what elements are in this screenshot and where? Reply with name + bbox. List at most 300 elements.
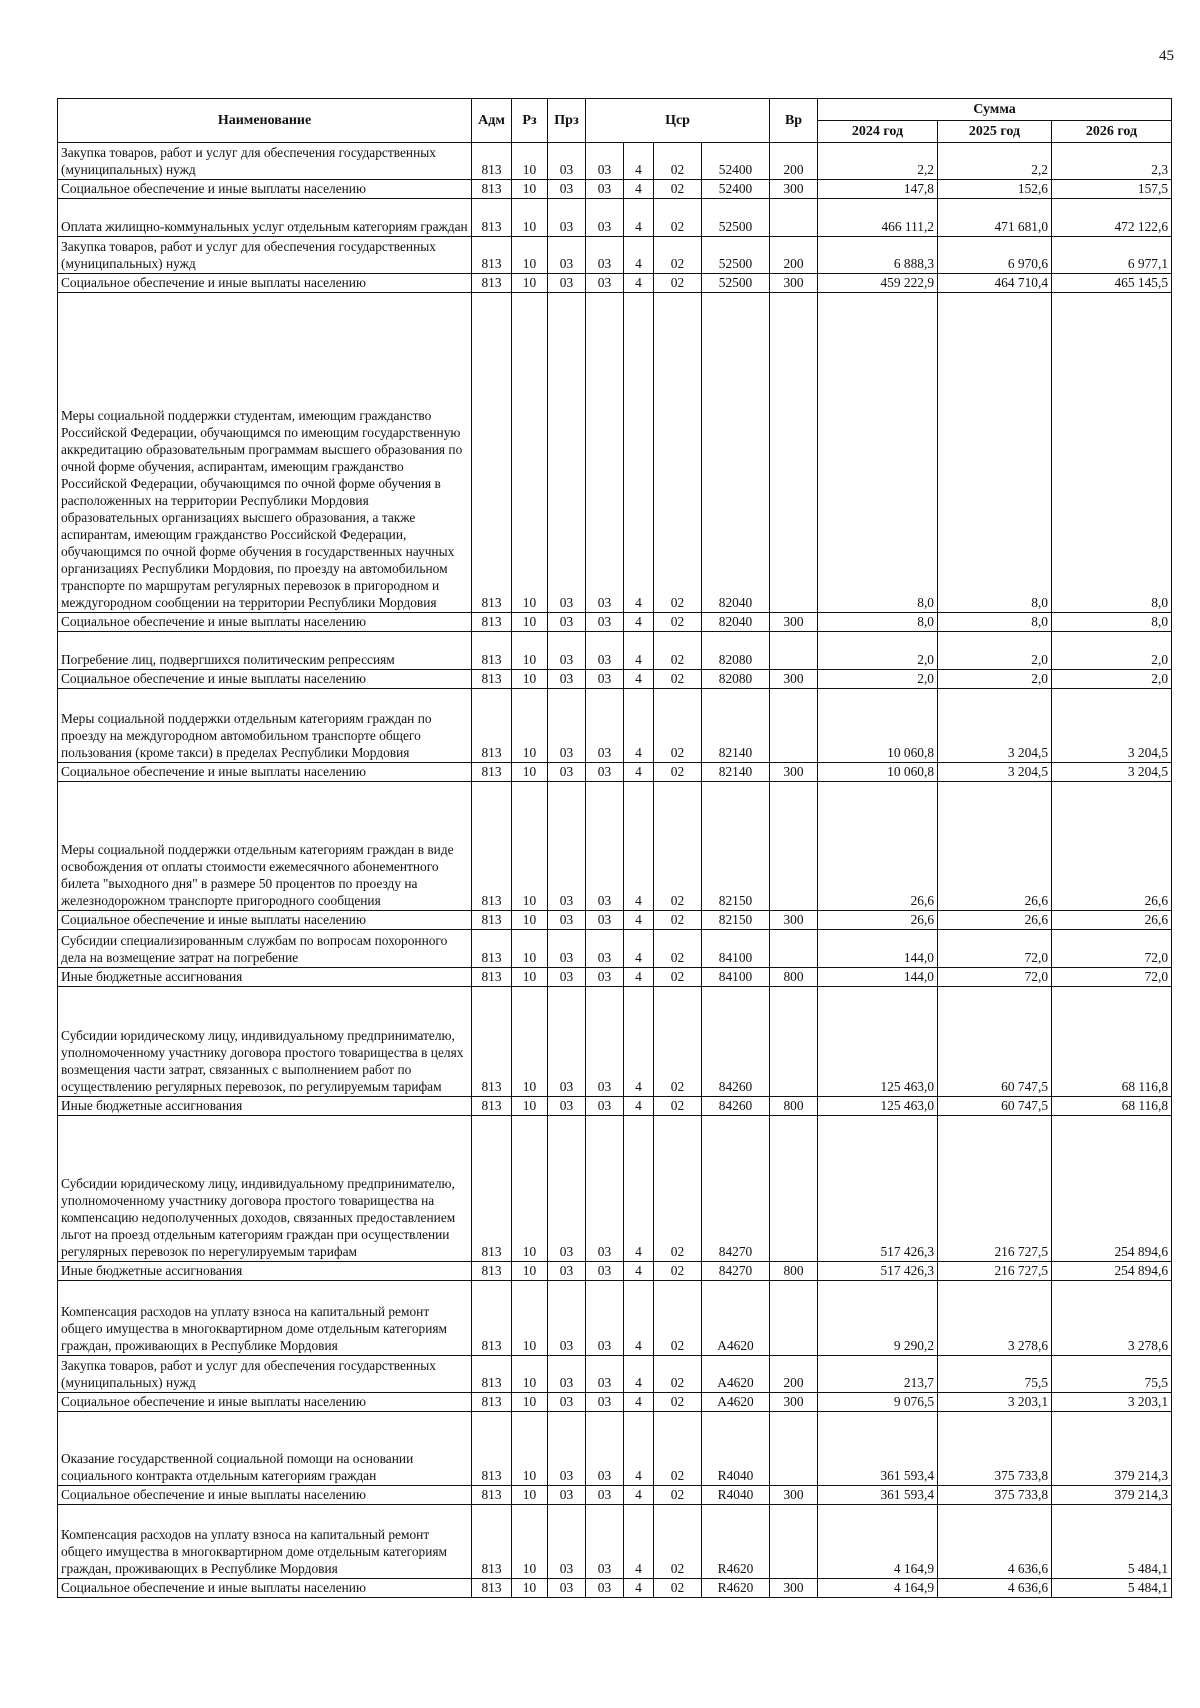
row-vr: 200: [770, 1356, 818, 1393]
row-prz: 03: [548, 143, 586, 180]
row-sum-2026: 379 214,3: [1052, 1486, 1172, 1505]
row-csr-part1: 03: [586, 143, 624, 180]
row-csr-part2: 4: [624, 143, 654, 180]
row-sum-2025: 2,0: [938, 632, 1052, 670]
row-csr-part4: 82140: [702, 763, 770, 782]
row-rz: 10: [512, 180, 548, 199]
row-csr-part4: 84100: [702, 968, 770, 987]
budget-table: [57, 98, 1172, 1598]
row-csr-part1: 03: [586, 1097, 624, 1116]
row-csr-part4: 52400: [702, 180, 770, 199]
row-prz: 03: [548, 632, 586, 670]
col-csr-header: Цср: [586, 99, 770, 143]
row-sum-2026: 72,0: [1052, 930, 1172, 968]
row-sum-2026: 472 122,6: [1052, 199, 1172, 237]
row-rz: 10: [512, 1116, 548, 1262]
row-adm: 813: [472, 1356, 512, 1393]
row-csr-part4: 52500: [702, 274, 770, 293]
row-csr-part1: 03: [586, 1281, 624, 1356]
row-prz: 03: [548, 968, 586, 987]
row-csr-part1: 03: [586, 632, 624, 670]
row-csr-part3: 02: [654, 968, 702, 987]
row-vr: [770, 632, 818, 670]
row-csr-part2: 4: [624, 632, 654, 670]
row-prz: 03: [548, 911, 586, 930]
row-name: Погребение лиц, подвергшихся политическим репрессиям: [58, 632, 472, 670]
row-adm: 813: [472, 1116, 512, 1262]
row-sum-2024: 125 463,0: [818, 987, 938, 1097]
row-adm: 813: [472, 987, 512, 1097]
row-csr-part2: 4: [624, 1281, 654, 1356]
row-csr-part1: 03: [586, 1262, 624, 1281]
col-2024-header: 2024 год: [818, 121, 938, 143]
row-csr-part1: 03: [586, 199, 624, 237]
row-adm: 813: [472, 613, 512, 632]
row-sum-2026: 5 484,1: [1052, 1579, 1172, 1598]
row-rz: 10: [512, 968, 548, 987]
row-adm: 813: [472, 1486, 512, 1505]
table-row: [58, 1579, 1172, 1598]
row-sum-2024: 144,0: [818, 968, 938, 987]
row-sum-2025: 375 733,8: [938, 1412, 1052, 1486]
row-rz: 10: [512, 1393, 548, 1412]
row-sum-2025: 72,0: [938, 930, 1052, 968]
row-name: Субсидии юридическому лицу, индивидуальному предпринимателю, уполномоченному участнику договора простого товарищества на компенсацию недополученных доходов, связанных предоставлением льгот на проезд отдельным категориям граждан при осуществлении регулярных перевозок по нерегулируемым тарифам: [58, 1116, 472, 1262]
row-name: Оплата жилищно-коммунальных услуг отдельным категориям граждан: [58, 199, 472, 237]
row-sum-2026: 68 116,8: [1052, 987, 1172, 1097]
row-name: Иные бюджетные ассигнования: [58, 1262, 472, 1281]
row-sum-2025: 3 278,6: [938, 1281, 1052, 1356]
row-csr-part1: 03: [586, 968, 624, 987]
row-name: Социальное обеспечение и иные выплаты населению: [58, 1579, 472, 1598]
row-rz: 10: [512, 1486, 548, 1505]
table-row: [58, 930, 1172, 968]
row-csr-part4: 82150: [702, 911, 770, 930]
row-sum-2024: 2,0: [818, 670, 938, 689]
row-csr-part2: 4: [624, 1412, 654, 1486]
row-csr-part2: 4: [624, 199, 654, 237]
row-csr-part4: 84260: [702, 1097, 770, 1116]
row-csr-part2: 4: [624, 689, 654, 763]
row-csr-part3: 02: [654, 613, 702, 632]
row-rz: 10: [512, 632, 548, 670]
row-sum-2026: 8,0: [1052, 613, 1172, 632]
row-adm: 813: [472, 1097, 512, 1116]
row-csr-part4: 84100: [702, 930, 770, 968]
row-sum-2025: 3 204,5: [938, 763, 1052, 782]
row-sum-2024: 459 222,9: [818, 274, 938, 293]
row-adm: 813: [472, 1281, 512, 1356]
row-csr-part2: 4: [624, 1262, 654, 1281]
row-name: Закупка товаров, работ и услуг для обеспечения государственных (муниципальных) нужд: [58, 1356, 472, 1393]
row-sum-2026: 8,0: [1052, 293, 1172, 613]
row-csr-part2: 4: [624, 293, 654, 613]
row-sum-2024: 10 060,8: [818, 763, 938, 782]
row-adm: 813: [472, 632, 512, 670]
row-csr-part2: 4: [624, 1579, 654, 1598]
row-name: Социальное обеспечение и иные выплаты населению: [58, 911, 472, 930]
row-csr-part1: 03: [586, 763, 624, 782]
row-name: Субсидии специализированным службам по вопросам похоронного дела на возмещение затрат на погребение: [58, 930, 472, 968]
row-csr-part1: 03: [586, 1393, 624, 1412]
table-row: [58, 987, 1172, 1097]
row-prz: 03: [548, 782, 586, 911]
row-name: Компенсация расходов на уплату взноса на капитальный ремонт общего имущества в многоквартирном доме отдельным категориям граждан, проживающих в Республике Мордовия: [58, 1505, 472, 1579]
row-vr: [770, 1116, 818, 1262]
row-adm: 813: [472, 1505, 512, 1579]
row-csr-part2: 4: [624, 1486, 654, 1505]
table-row: [58, 293, 1172, 613]
row-csr-part4: 82140: [702, 689, 770, 763]
table-row: [58, 763, 1172, 782]
row-sum-2025: 4 636,6: [938, 1505, 1052, 1579]
col-2025-header: 2025 год: [938, 121, 1052, 143]
table-row: [58, 274, 1172, 293]
row-csr-part4: 52500: [702, 199, 770, 237]
row-adm: 813: [472, 911, 512, 930]
row-name: Социальное обеспечение и иные выплаты населению: [58, 763, 472, 782]
row-rz: 10: [512, 199, 548, 237]
row-adm: 813: [472, 782, 512, 911]
row-prz: 03: [548, 1356, 586, 1393]
row-sum-2025: 375 733,8: [938, 1486, 1052, 1505]
row-prz: 03: [548, 763, 586, 782]
row-vr: [770, 199, 818, 237]
row-sum-2025: 72,0: [938, 968, 1052, 987]
row-csr-part3: 02: [654, 1262, 702, 1281]
row-sum-2026: 75,5: [1052, 1356, 1172, 1393]
row-sum-2026: 254 894,6: [1052, 1116, 1172, 1262]
row-sum-2026: 3 278,6: [1052, 1281, 1172, 1356]
row-name: Меры социальной поддержки отдельным категориям граждан по проезду на междугородном автомобильном транспорте общего пользования (кроме такси) в пределах Республики Мордовия: [58, 689, 472, 763]
row-rz: 10: [512, 689, 548, 763]
row-adm: 813: [472, 1262, 512, 1281]
row-rz: 10: [512, 782, 548, 911]
row-rz: 10: [512, 1412, 548, 1486]
row-rz: 10: [512, 237, 548, 274]
row-name: Субсидии юридическому лицу, индивидуальному предпринимателю, уполномоченному участнику договора простого товарищества в целях возмещения части затрат, связанных с выполнением работ по осуществлению регулярных перевозок, по регулируемым тарифам: [58, 987, 472, 1097]
row-name: Оказание государственной социальной помощи на основании социального контракта отдельным категориям граждан: [58, 1412, 472, 1486]
row-csr-part4: 84270: [702, 1116, 770, 1262]
row-csr-part2: 4: [624, 1097, 654, 1116]
row-csr-part3: 02: [654, 1486, 702, 1505]
row-csr-part3: 02: [654, 1116, 702, 1262]
row-prz: 03: [548, 1281, 586, 1356]
row-sum-2026: 3 204,5: [1052, 763, 1172, 782]
row-prz: 03: [548, 987, 586, 1097]
row-name: Социальное обеспечение и иные выплаты населению: [58, 613, 472, 632]
row-adm: 813: [472, 689, 512, 763]
row-csr-part3: 02: [654, 143, 702, 180]
row-csr-part2: 4: [624, 911, 654, 930]
row-vr: 300: [770, 670, 818, 689]
table-row: [58, 689, 1172, 763]
row-csr-part2: 4: [624, 1505, 654, 1579]
row-sum-2025: 60 747,5: [938, 1097, 1052, 1116]
row-prz: 03: [548, 689, 586, 763]
row-rz: 10: [512, 274, 548, 293]
row-vr: 300: [770, 274, 818, 293]
row-adm: 813: [472, 237, 512, 274]
row-csr-part3: 02: [654, 180, 702, 199]
row-sum-2026: 3 204,5: [1052, 689, 1172, 763]
row-rz: 10: [512, 1281, 548, 1356]
row-name: Иные бюджетные ассигнования: [58, 968, 472, 987]
row-rz: 10: [512, 613, 548, 632]
row-sum-2024: 517 426,3: [818, 1262, 938, 1281]
table-row: [58, 782, 1172, 911]
row-sum-2024: 2,2: [818, 143, 938, 180]
row-sum-2026: 68 116,8: [1052, 1097, 1172, 1116]
row-sum-2025: 8,0: [938, 613, 1052, 632]
row-vr: 800: [770, 1262, 818, 1281]
row-sum-2024: 4 164,9: [818, 1579, 938, 1598]
col-2026-header: 2026 год: [1052, 121, 1172, 143]
row-csr-part3: 02: [654, 763, 702, 782]
row-name: Меры социальной поддержки студентам, имеющим гражданство Российской Федерации, обучающимся по имеющим государственную аккредитацию образовательным программам высшего образования по очной форме обучения, аспирантам, имеющим гражданство Российской Федерации, обучающимся по очной форме обучения в расположенных на территории Республики Мордовия образовательных организациях высшего образования, а также аспирантам, имеющим гражданство Российской Федерации, обучающимся по очной форме обучения в государственных научных организациях Республики Мордовия, по проезду на автомобильном транспорте по маршрутам регулярных перевозок в пригородном и междугородном сообщении на территории Республики Мордовия: [58, 293, 472, 613]
row-name: Закупка товаров, работ и услуг для обеспечения государственных (муниципальных) нужд: [58, 237, 472, 274]
row-adm: 813: [472, 1412, 512, 1486]
row-prz: 03: [548, 1486, 586, 1505]
row-csr-part3: 02: [654, 782, 702, 911]
row-sum-2025: 216 727,5: [938, 1262, 1052, 1281]
row-csr-part1: 03: [586, 1579, 624, 1598]
row-csr-part1: 03: [586, 293, 624, 613]
row-sum-2026: 2,0: [1052, 670, 1172, 689]
row-sum-2025: 60 747,5: [938, 987, 1052, 1097]
row-csr-part4: 84260: [702, 987, 770, 1097]
row-sum-2024: 213,7: [818, 1356, 938, 1393]
row-adm: 813: [472, 199, 512, 237]
row-rz: 10: [512, 1356, 548, 1393]
row-sum-2025: 2,0: [938, 670, 1052, 689]
row-csr-part2: 4: [624, 1393, 654, 1412]
table-row: [58, 1505, 1172, 1579]
row-csr-part3: 02: [654, 1412, 702, 1486]
row-adm: 813: [472, 968, 512, 987]
row-sum-2026: 3 203,1: [1052, 1393, 1172, 1412]
row-csr-part4: 82040: [702, 293, 770, 613]
row-vr: 300: [770, 1486, 818, 1505]
table-row: [58, 1262, 1172, 1281]
row-rz: 10: [512, 293, 548, 613]
row-csr-part1: 03: [586, 274, 624, 293]
row-csr-part3: 02: [654, 670, 702, 689]
row-sum-2025: 3 204,5: [938, 689, 1052, 763]
row-csr-part3: 02: [654, 1505, 702, 1579]
row-csr-part3: 02: [654, 987, 702, 1097]
row-sum-2024: 361 593,4: [818, 1486, 938, 1505]
row-sum-2024: 4 164,9: [818, 1505, 938, 1579]
row-csr-part1: 03: [586, 1116, 624, 1262]
row-sum-2026: 26,6: [1052, 911, 1172, 930]
row-adm: 813: [472, 1393, 512, 1412]
row-sum-2026: 465 145,5: [1052, 274, 1172, 293]
row-vr: 800: [770, 1097, 818, 1116]
row-prz: 03: [548, 1412, 586, 1486]
row-vr: [770, 782, 818, 911]
col-vr-header: Вр: [770, 99, 818, 143]
row-name: Меры социальной поддержки отдельным категориям граждан в виде освобождения от оплаты стоимости ежемесячного абонементного билета "выходного дня" в размере 50 процентов по проезду на железнодорожном транспорте пригородного сообщения: [58, 782, 472, 911]
row-csr-part3: 02: [654, 293, 702, 613]
row-sum-2024: 26,6: [818, 911, 938, 930]
row-sum-2025: 6 970,6: [938, 237, 1052, 274]
row-csr-part1: 03: [586, 670, 624, 689]
row-csr-part1: 03: [586, 1412, 624, 1486]
row-rz: 10: [512, 987, 548, 1097]
row-vr: 200: [770, 237, 818, 274]
row-name: Компенсация расходов на уплату взноса на капитальный ремонт общего имущества в многоквартирном доме отдельным категориям граждан, проживающих в Республике Мордовия: [58, 1281, 472, 1356]
row-csr-part3: 02: [654, 1579, 702, 1598]
row-csr-part4: 82080: [702, 670, 770, 689]
row-sum-2026: 254 894,6: [1052, 1262, 1172, 1281]
row-vr: 200: [770, 143, 818, 180]
row-prz: 03: [548, 180, 586, 199]
row-sum-2025: 464 710,4: [938, 274, 1052, 293]
row-sum-2025: 471 681,0: [938, 199, 1052, 237]
row-csr-part1: 03: [586, 782, 624, 911]
row-csr-part4: 52400: [702, 143, 770, 180]
row-sum-2025: 2,2: [938, 143, 1052, 180]
row-sum-2024: 10 060,8: [818, 689, 938, 763]
col-adm-header: Адм: [472, 99, 512, 143]
row-csr-part3: 02: [654, 911, 702, 930]
row-sum-2024: 361 593,4: [818, 1412, 938, 1486]
row-csr-part3: 02: [654, 689, 702, 763]
row-name: Закупка товаров, работ и услуг для обеспечения государственных (муниципальных) нужд: [58, 143, 472, 180]
col-sum-header: Сумма: [818, 99, 1172, 121]
row-csr-part4: A4620: [702, 1356, 770, 1393]
row-sum-2025: 216 727,5: [938, 1116, 1052, 1262]
row-rz: 10: [512, 930, 548, 968]
table-row: [58, 143, 1172, 180]
table-row: [58, 1356, 1172, 1393]
row-prz: 03: [548, 1116, 586, 1262]
table-row: [58, 199, 1172, 237]
row-csr-part2: 4: [624, 987, 654, 1097]
row-vr: 300: [770, 1393, 818, 1412]
row-vr: 300: [770, 180, 818, 199]
row-csr-part1: 03: [586, 689, 624, 763]
row-adm: 813: [472, 180, 512, 199]
row-sum-2025: 26,6: [938, 782, 1052, 911]
row-rz: 10: [512, 1262, 548, 1281]
row-adm: 813: [472, 293, 512, 613]
row-vr: 300: [770, 911, 818, 930]
row-csr-part4: A4620: [702, 1281, 770, 1356]
table-row: [58, 1412, 1172, 1486]
row-sum-2026: 2,3: [1052, 143, 1172, 180]
row-prz: 03: [548, 1579, 586, 1598]
row-csr-part1: 03: [586, 987, 624, 1097]
row-vr: 300: [770, 763, 818, 782]
row-vr: [770, 1281, 818, 1356]
row-rz: 10: [512, 670, 548, 689]
row-csr-part2: 4: [624, 180, 654, 199]
row-sum-2025: 75,5: [938, 1356, 1052, 1393]
row-sum-2024: 8,0: [818, 293, 938, 613]
row-sum-2025: 8,0: [938, 293, 1052, 613]
row-csr-part1: 03: [586, 1486, 624, 1505]
row-csr-part2: 4: [624, 274, 654, 293]
col-prz-header: Прз: [548, 99, 586, 143]
row-csr-part4: R4040: [702, 1412, 770, 1486]
table-row: [58, 632, 1172, 670]
row-csr-part3: 02: [654, 1281, 702, 1356]
table-row: [58, 1116, 1172, 1262]
row-sum-2024: 466 111,2: [818, 199, 938, 237]
row-csr-part4: R4620: [702, 1505, 770, 1579]
row-csr-part1: 03: [586, 613, 624, 632]
row-sum-2026: 72,0: [1052, 968, 1172, 987]
row-name: Социальное обеспечение и иные выплаты населению: [58, 1486, 472, 1505]
row-sum-2024: 517 426,3: [818, 1116, 938, 1262]
row-prz: 03: [548, 1505, 586, 1579]
row-vr: 300: [770, 613, 818, 632]
col-name-header: Наименование: [58, 99, 472, 143]
table-row: [58, 1486, 1172, 1505]
row-name: Социальное обеспечение и иные выплаты населению: [58, 670, 472, 689]
row-sum-2026: 157,5: [1052, 180, 1172, 199]
row-sum-2024: 125 463,0: [818, 1097, 938, 1116]
row-csr-part4: 52500: [702, 237, 770, 274]
row-sum-2026: 379 214,3: [1052, 1412, 1172, 1486]
row-csr-part3: 02: [654, 274, 702, 293]
row-rz: 10: [512, 143, 548, 180]
row-csr-part1: 03: [586, 1505, 624, 1579]
row-csr-part3: 02: [654, 1393, 702, 1412]
row-adm: 813: [472, 1579, 512, 1598]
row-prz: 03: [548, 293, 586, 613]
row-name: Иные бюджетные ассигнования: [58, 1097, 472, 1116]
row-csr-part1: 03: [586, 911, 624, 930]
row-csr-part3: 02: [654, 1097, 702, 1116]
row-sum-2025: 4 636,6: [938, 1579, 1052, 1598]
row-adm: 813: [472, 763, 512, 782]
row-csr-part2: 4: [624, 613, 654, 632]
row-csr-part4: 82040: [702, 613, 770, 632]
row-sum-2026: 2,0: [1052, 632, 1172, 670]
table-row: [58, 1393, 1172, 1412]
row-csr-part4: A4620: [702, 1393, 770, 1412]
row-vr: [770, 1505, 818, 1579]
row-adm: 813: [472, 670, 512, 689]
row-adm: 813: [472, 274, 512, 293]
row-sum-2026: 6 977,1: [1052, 237, 1172, 274]
row-csr-part2: 4: [624, 782, 654, 911]
row-vr: 800: [770, 968, 818, 987]
row-adm: 813: [472, 143, 512, 180]
row-sum-2024: 8,0: [818, 613, 938, 632]
row-sum-2024: 2,0: [818, 632, 938, 670]
row-csr-part2: 4: [624, 237, 654, 274]
row-csr-part4: 82080: [702, 632, 770, 670]
table-row: [58, 911, 1172, 930]
row-sum-2026: 5 484,1: [1052, 1505, 1172, 1579]
row-sum-2024: 26,6: [818, 782, 938, 911]
row-prz: 03: [548, 1393, 586, 1412]
row-csr-part3: 02: [654, 237, 702, 274]
row-name: Социальное обеспечение и иные выплаты населению: [58, 180, 472, 199]
row-rz: 10: [512, 1505, 548, 1579]
row-vr: [770, 689, 818, 763]
row-csr-part4: 84270: [702, 1262, 770, 1281]
row-csr-part1: 03: [586, 1356, 624, 1393]
col-rz-header: Рз: [512, 99, 548, 143]
row-sum-2024: 6 888,3: [818, 237, 938, 274]
row-rz: 10: [512, 911, 548, 930]
table-row: [58, 180, 1172, 199]
